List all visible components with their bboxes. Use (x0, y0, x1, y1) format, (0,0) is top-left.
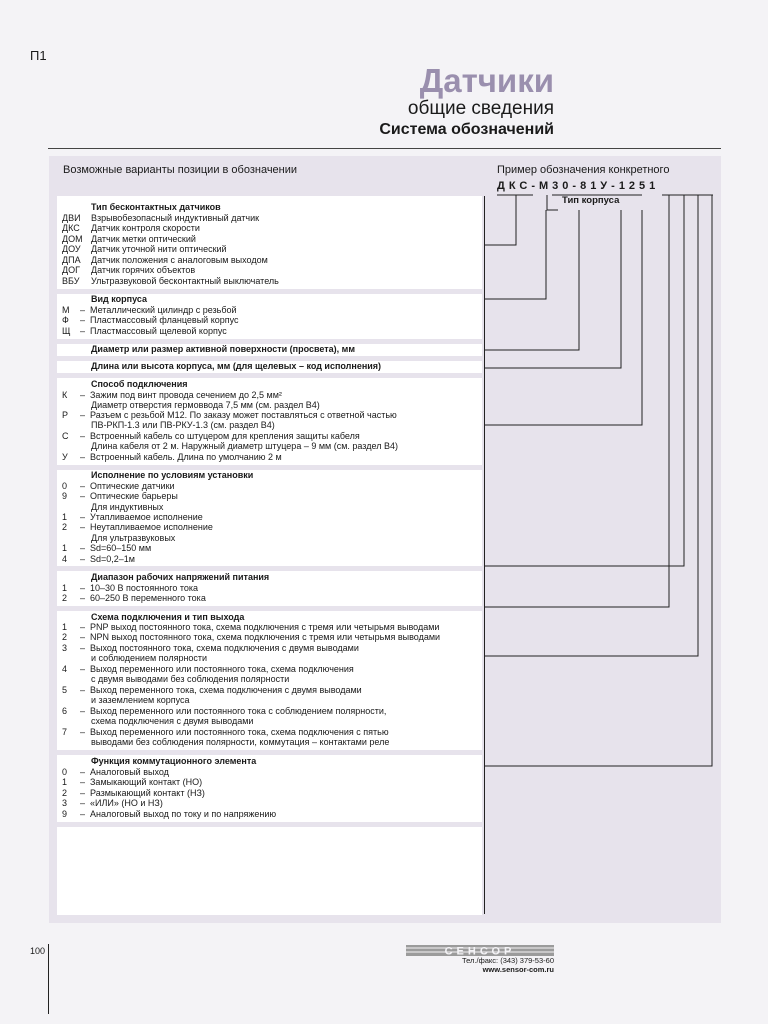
list-item: 9 – Аналоговый выход по току и по напряжению (62, 809, 277, 819)
list-item: Р – Разъем с резьбой М12. По заказу может поставляться с ответной частью (62, 410, 397, 420)
list-item-continuation: схема подключения с двумя выводами (91, 716, 254, 726)
section-heading-diameter: Диаметр или размер активной поверхности (просвета), мм (91, 344, 355, 354)
right-column-header: Пример обозначения конкретного (497, 164, 670, 176)
section-heading-connection: Способ подключения (91, 379, 188, 389)
list-item: ДВИ Взрывобезопасный индуктивный датчик (62, 213, 260, 223)
section-heading-voltage: Диапазон рабочих напряжений питания (91, 572, 270, 582)
list-item: 5 – Выход переменного тока, схема подключения с двумя выводами (62, 685, 362, 695)
list-item: 0 – Аналоговый выход (62, 767, 169, 777)
list-item-continuation: ПВ-РКП-1.3 или ПВ-РКУ-1.3 (см. раздел В4) (91, 420, 275, 430)
list-item: Щ – Пластмассовый щелевой корпус (62, 326, 227, 336)
connector-line (485, 195, 669, 607)
list-item: 1 – Sd=60–150 мм (62, 543, 152, 553)
section-heading-housing: Вид корпуса (91, 294, 147, 304)
connector-line (485, 195, 712, 766)
connector-line (485, 210, 621, 368)
list-item: 0 – Оптические датчики (62, 481, 175, 491)
list-item: ДОМ Датчик метки оптический (62, 234, 196, 244)
connector-line (485, 195, 684, 566)
left-column-header: Возможные варианты позиции в обозначении (63, 164, 298, 176)
connector-line (485, 195, 516, 245)
list-item: ВБУ Ультразвуковой бесконтактный выключатель (62, 276, 279, 286)
section-heading-sensor-type: Тип бесконтактных датчиков (91, 202, 221, 212)
company-logo (406, 945, 554, 956)
list-item: 4 – Выход переменного или постоянного тока, схема подключения (62, 664, 354, 674)
list-item: М – Металлический цилиндр с резьбой (62, 305, 237, 315)
list-item: К – Зажим под винт провода сечением до 2,5 мм² (62, 390, 282, 400)
list-item: 3 – Выход постоянного тока, схема подключения с двумя выводами (62, 643, 359, 653)
svg-text:СЕНСОР: СЕНСОР (444, 945, 516, 956)
list-item: 3 – «ИЛИ» (НО и НЗ) (62, 798, 163, 808)
footer-rule (48, 944, 49, 1014)
list-item: Ф – Пластмассовый фланцевый корпус (62, 315, 239, 325)
page-number: 100 (30, 946, 46, 956)
example-code: ДКС-М30-81У-1251 (497, 180, 660, 192)
list-item-continuation: и соблюдением полярности (91, 653, 208, 663)
connector-line (547, 195, 558, 210)
page-subtitle: общие сведения (407, 98, 554, 119)
list-item: 2 – Неутапливаемое исполнение (62, 522, 213, 532)
list-item: 2 – Размыкающий контакт (НЗ) (62, 788, 205, 798)
list-item-continuation: Диаметр отверстия гермоввода 7,5 мм (см. раздел В4) (91, 400, 320, 410)
list-item-continuation: с двумя выводами без соблюдения полярности (91, 674, 290, 684)
list-item: ДПА Датчик положения с аналоговым выходом (62, 255, 268, 265)
list-item: У – Встроенный кабель. Длина по умолчанию 2 м (62, 452, 282, 462)
list-subheading: Для индуктивных (91, 502, 164, 512)
list-item: 1 – PNP выход постоянного тока, схема подключения с тремя или четырьмя выводами (62, 622, 440, 632)
list-item: ДКС Датчик контроля скорости (62, 223, 200, 233)
footer-phone: Тел./факс: (343) 379-53-60 (461, 956, 554, 965)
list-item: 1 – Замыкающий контакт (НО) (62, 777, 203, 787)
page-title: Датчики (419, 62, 554, 99)
list-item: 9 – Оптические барьеры (62, 491, 178, 501)
connector-line (485, 210, 579, 350)
list-item: 1 – Утапливаемое исполнение (62, 512, 203, 522)
list-item: 7 – Выход переменного или постоянного тока, схема подключения с пятью (62, 727, 389, 737)
section-heading-installation: Исполнение по условиям установки (91, 470, 254, 480)
list-item: 6 – Выход переменного или постоянного тока с соблюдением полярности, (62, 706, 387, 716)
section-heading-switching: Функция коммутационного элемента (91, 756, 257, 766)
list-item: 4 – Sd=0,2–1м (62, 554, 135, 564)
list-item: ДОГ Датчик горячих объектов (62, 265, 196, 275)
list-subheading: Для ультразвуковых (91, 533, 176, 543)
list-item: 1 – 10–30 В постоянного тока (62, 583, 199, 593)
list-item: 2 – 60–250 В переменного тока (62, 593, 206, 603)
connector-line (485, 210, 642, 425)
list-item-continuation: Длина кабеля от 2 м. Наружный диаметр штуцера – 9 мм (см. раздел В4) (91, 441, 398, 451)
section-heading-output: Схема подключения и тип выхода (91, 612, 245, 622)
list-item: С – Встроенный кабель со штуцером для крепления защиты кабеля (62, 431, 360, 441)
list-item-continuation: и заземлением корпуса (91, 695, 190, 705)
page-subtitle-2: Система обозначений (379, 121, 554, 138)
section-label: П1 (30, 48, 47, 63)
housing-type-label: Тип корпуса (562, 195, 620, 206)
list-item: 2 – NPN выход постоянного тока, схема подключения с тремя или четырьмя выводами (62, 632, 441, 642)
section-heading-length: Длина или высота корпуса, мм (для щелевых – код исполнения) (91, 361, 382, 371)
list-item-continuation: выводами без соблюдения полярности, коммутация – контактами реле (91, 737, 390, 747)
list-item: ДОУ Датчик уточной нити оптический (62, 244, 227, 254)
footer-website[interactable]: www.sensor-com.ru (482, 965, 554, 974)
